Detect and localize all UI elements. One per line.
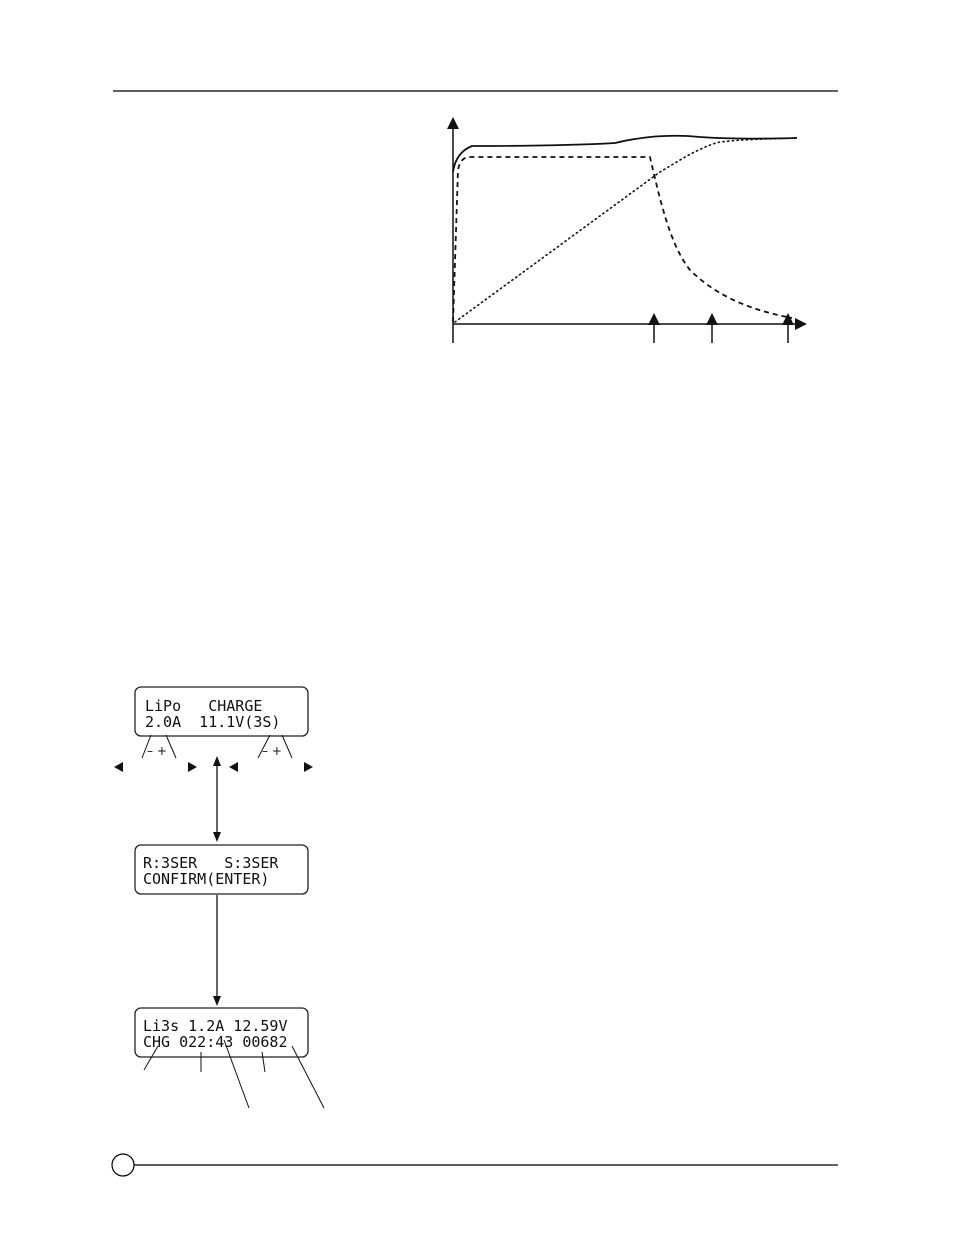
lcd-line-2: CHG 022:43 00682 <box>143 1033 288 1051</box>
lcd-confirm-screen <box>135 845 308 894</box>
dotted-capacity-curve <box>455 138 797 322</box>
current-adjust-callout <box>114 735 197 772</box>
right-arrow-icon <box>188 762 197 772</box>
left-arrow-icon <box>229 762 238 772</box>
voltage-adjust-callout <box>229 735 313 772</box>
callout-line <box>282 735 292 758</box>
callout-line <box>292 1046 324 1108</box>
down-arrow-icon <box>213 832 221 842</box>
down-arrow-icon <box>213 996 221 1006</box>
lcd-setup-screen <box>135 687 308 736</box>
up-arrow-icon <box>213 756 221 766</box>
dashed-current-curve <box>453 157 792 322</box>
charge-curve-chart <box>453 120 804 343</box>
flow-arrow <box>213 895 221 1006</box>
right-arrow-icon <box>304 762 313 772</box>
adjust-minus-plus-label: – + <box>147 744 167 758</box>
adjust-minus-plus-label: – + <box>262 744 282 758</box>
lcd-status-screen <box>135 1008 308 1057</box>
page-number-circle <box>112 1154 134 1176</box>
lcd-line-1: LiPo CHARGE <box>145 697 263 715</box>
lcd-line-2: CONFIRM(ENTER) <box>143 870 270 888</box>
flow-double-arrow <box>213 756 221 842</box>
lcd-line-1: Li3s 1.2A 12.59V <box>143 1017 288 1035</box>
solid-voltage-curve <box>453 136 797 172</box>
left-arrow-icon <box>114 762 123 772</box>
lcd-line-1: R:3SER S:3SER <box>143 854 279 872</box>
lcd-line-2: 2.0A 11.1V(3S) <box>145 713 281 731</box>
callout-line <box>166 735 176 758</box>
